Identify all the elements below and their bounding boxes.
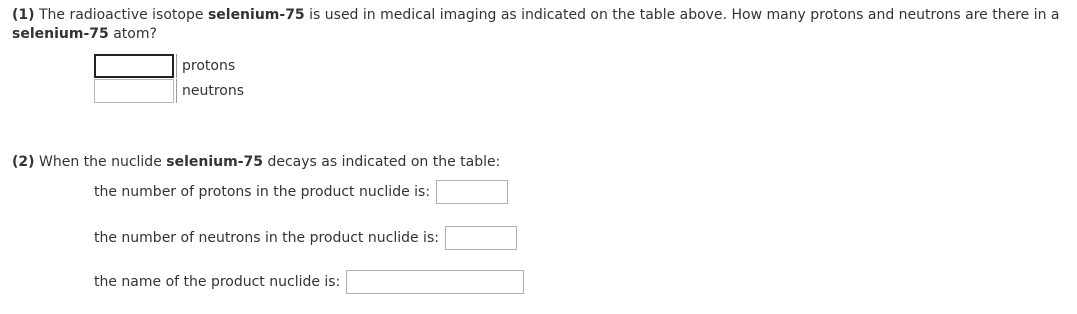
question-2-isotope: selenium-75 [166,154,264,170]
product-name-row [94,270,524,294]
question-2-number: (2) [12,154,35,170]
protons-label: protons [176,54,235,78]
product-protons-prompt: the number of protons in the product nuclide is: [94,184,431,200]
neutrons-input[interactable] [94,79,174,103]
question-1-text-before: The radioactive isotope [39,7,204,23]
question-1-isotope: selenium-75 [207,7,305,23]
question-1-text [12,6,1072,44]
protons-input[interactable] [94,54,174,78]
question-2-text-before: When the nuclide [39,154,162,170]
product-name-input[interactable] [346,270,524,294]
product-neutrons-prompt: the number of neutrons in the product nuclide is: [94,230,439,246]
product-protons-row [94,180,508,204]
product-neutrons-input[interactable] [445,226,517,250]
question-1-number: (1) [12,7,35,23]
question-1-isotope-2: selenium-75 [12,26,109,42]
question-1-text-after: atom? [113,26,157,42]
protons-answer-row [94,54,235,78]
product-protons-input[interactable] [436,180,508,204]
question-2-text-after: decays as indicated on the table: [267,154,501,170]
neutrons-answer-row [94,79,244,103]
product-name-prompt: the name of the product nuclide is: [94,274,341,290]
question-2-text [12,153,500,172]
product-neutrons-row [94,226,517,250]
question-1-text-middle: is used in medical imaging as indicated on the table above. How many protons and neutrons are there in a [309,7,1060,23]
neutrons-label: neutrons [176,79,244,103]
